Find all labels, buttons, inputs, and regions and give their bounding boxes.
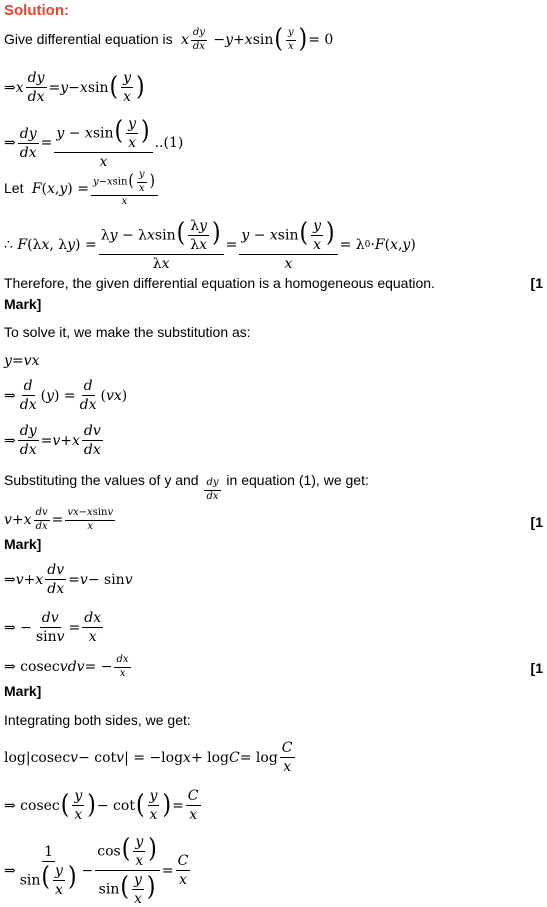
substitution-intro: To solve it, we make the substitution as: — [4, 324, 251, 340]
mark-label: [1 — [530, 660, 543, 676]
let-text: Let — [4, 179, 24, 196]
substitution-eq: y = vx — [4, 353, 40, 369]
mark-label-cont: Mark] — [4, 683, 42, 699]
solution-heading: Solution: — [4, 2, 69, 19]
cosec-step: ⇒ cosec v dv = − $\frac{dx}{x}$ — [4, 654, 129, 679]
integrating-text: Integrating both sides, we get: — [4, 712, 191, 728]
mark-label: [1 — [530, 275, 543, 291]
homogeneity-check: ∴ F (λ x , λ y ) = λy − λxsin( $\frac{\lambda y}{\lambda x}$ ) λx = y − xsin( $\frac{y}{x}$ ) x = λ 0 · F ( x , y ) — [4, 217, 416, 273]
mark-label-cont: Mark] — [4, 536, 42, 552]
differentiate-step: ⇒ $\frac{d}{dx}$ ( y ) = $\frac{d}{dx}$ ( vx ) — [4, 378, 128, 414]
substituting-text-b: in equation (1), we get: — [226, 472, 369, 488]
simplified-step: ⇒ v + x $\frac{dv}{dx}$ = v − sin v — [4, 562, 133, 598]
substituted-back: ⇒ cosec ( $\frac{y}{x}$ ) − cot ( $\frac{y}{x}$ ) = $\frac{C}{x}$ — [4, 788, 199, 824]
equation-label: ..(1) — [154, 135, 184, 152]
mark-label-cont: Mark] — [4, 296, 42, 312]
equation-given: x $\frac{dy}{dx}$ − y + x sin ( $\frac{y}{x}$ ) = 0 — [180, 24, 334, 55]
mark-label: [1 — [530, 514, 543, 530]
conclusion-text: Therefore, the given differential equation is a homogeneous equation. — [4, 275, 435, 291]
equation-step-1: ⇒ x $\frac{dy}{dx}$ = y − x sin ( $\frac{y}{x}$ ) — [4, 70, 145, 106]
substituted-equation: v + x $\frac{dv}{dx}$ = $\frac{vx-xsinv}{x}$ — [4, 507, 114, 532]
derivative-step: ⇒ $\frac{dy}{dx}$ = v + x $\frac{dv}{dx}$ — [4, 423, 101, 459]
final-step: ⇒ 1 sin( $\frac{y}{x}$ ) − cos( $\frac{y}{x}$ ) sin( $\frac{y}{x}$ ) = $\frac{C}{x}$ — [4, 833, 189, 907]
intro-line — [4, 24, 334, 55]
substituting-text-a: Substituting the values of y and — [4, 472, 199, 488]
substituting-line: Substituting the values of y and $\frac{dy}{dx}$ in equation (1), we get: — [4, 472, 369, 502]
intro-text: Give differential equation is — [4, 31, 173, 47]
equation-step-2: ⇒ $\frac{dy}{dx}$ = y − xsin( $\frac{y}{x}$ ) x ..(1) — [4, 115, 184, 171]
separation-step: ⇒ − $\frac{dv}{\sin v}$ = $\frac{dx}{x}$ — [4, 610, 102, 646]
integration-result: log|cosec v − cot v | = −log x + log C = log $\frac{C}{x}$ — [4, 740, 293, 776]
therefore-symbol: ∴ — [4, 237, 13, 254]
let-line: Let F ( x , y ) = y−xsin( $\frac{y}{x}$ ) x — [4, 170, 160, 208]
